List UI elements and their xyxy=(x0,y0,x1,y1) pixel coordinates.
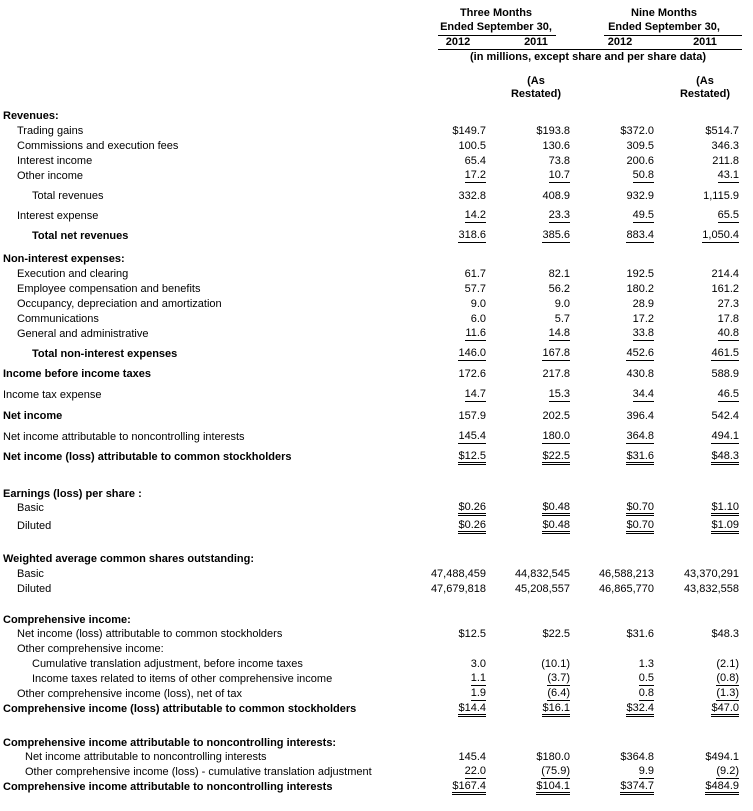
table-row-total xyxy=(0,189,753,203)
table-cell-value: 17.2 xyxy=(464,169,486,181)
row-label: Employee compensation and benefits xyxy=(17,283,201,295)
table-cell-value: 145.4 xyxy=(458,751,486,763)
section-noncontrolling-comprehensive xyxy=(0,736,753,750)
table-cell-value: 23.3 xyxy=(548,209,570,221)
table-cell-value: 157.9 xyxy=(458,410,486,422)
table-cell-value: 385.6 xyxy=(542,229,570,241)
row-label: Execution and clearing xyxy=(17,268,129,280)
table-cell-value: 73.8 xyxy=(548,155,570,167)
row-label: Other comprehensive income (loss), net of tax xyxy=(17,688,242,700)
table-cell-value: $0.70 xyxy=(626,519,654,534)
table-cell-value: 44,832,545 xyxy=(514,568,570,580)
table-row xyxy=(0,312,753,326)
table-row xyxy=(0,388,753,402)
table-cell-value: 211.8 xyxy=(712,155,739,167)
table-cell-value: (9.2) xyxy=(716,765,739,777)
table-cell-value: $0.70 xyxy=(626,501,654,516)
table-row xyxy=(0,750,753,764)
row-label: Other comprehensive income (loss) - cumulative translation adjustment xyxy=(25,766,372,778)
table-cell-value: 46,588,213 xyxy=(598,568,654,580)
table-cell-value: $48.3 xyxy=(711,450,739,465)
table-cell-value: 346.3 xyxy=(711,140,739,152)
table-cell-value: $16.1 xyxy=(542,702,570,717)
table-row xyxy=(0,154,753,168)
row-label: Total non-interest expenses xyxy=(32,348,178,360)
table-cell-value: 28.9 xyxy=(632,298,654,310)
table-cell-value: 43.1 xyxy=(717,169,739,181)
table-cell-value: 0.5 xyxy=(638,672,654,684)
table-cell-value: $0.26 xyxy=(458,501,486,516)
table-cell-value: 10.7 xyxy=(548,169,570,181)
table-cell-value: 14.8 xyxy=(548,327,570,339)
row-label: Interest expense xyxy=(17,210,99,222)
table-cell-value: 82.1 xyxy=(548,268,570,280)
table-row-total xyxy=(0,450,753,464)
table-row-total xyxy=(0,780,753,794)
header-as-2011-nine: (As xyxy=(696,75,714,87)
row-label: Comprehensive income attributable to noncontrolling interests: xyxy=(3,737,337,749)
row-label: Income tax expense xyxy=(3,389,102,401)
row-label: Weighted average common shares outstanding: xyxy=(3,553,255,565)
table-cell-value: $494.1 xyxy=(705,751,739,763)
table-row-total xyxy=(0,229,753,243)
table-cell-value: 1.9 xyxy=(470,687,486,699)
table-cell-value: 33.8 xyxy=(632,327,654,339)
table-cell-value: 46.5 xyxy=(717,388,739,400)
table-cell-value: 47,488,459 xyxy=(430,568,486,580)
section-comprehensive-income xyxy=(0,613,753,627)
row-label: Diluted xyxy=(17,583,52,595)
header-year-2012-nine: 2012 xyxy=(607,36,633,48)
row-label: Other comprehensive income: xyxy=(17,643,164,655)
table-cell-value: 180.2 xyxy=(626,283,654,295)
table-row xyxy=(0,209,753,223)
table-row xyxy=(0,627,753,641)
header-year-2011-three: 2011 xyxy=(524,36,548,48)
row-label: Communications xyxy=(17,313,99,325)
table-cell-value: 5.7 xyxy=(554,313,570,325)
table-cell-value: 200.6 xyxy=(626,155,654,167)
table-cell-value: (0.8) xyxy=(716,672,739,684)
table-cell-value: 542.4 xyxy=(711,410,739,422)
table-cell-value: 430.8 xyxy=(626,368,654,380)
table-cell-value: 217.8 xyxy=(542,368,570,380)
table-cell-value: $374.7 xyxy=(620,780,654,795)
table-cell-value: 130.6 xyxy=(542,140,570,152)
row-label: Basic xyxy=(17,568,44,580)
header-nine-months: Nine Months xyxy=(631,7,697,19)
table-cell-value: 9.9 xyxy=(638,765,654,777)
row-label: Total net revenues xyxy=(32,230,129,242)
row-label: General and administrative xyxy=(17,328,149,340)
row-label: Income taxes related to items of other comprehensive income xyxy=(32,673,333,685)
table-cell-value: 309.5 xyxy=(626,140,654,152)
table-row xyxy=(0,687,753,701)
header-as-2011-three: (As xyxy=(527,75,545,87)
table-cell-value: 1,050.4 xyxy=(702,229,739,241)
table-cell-value: 47,679,818 xyxy=(430,583,486,595)
section-non-interest-expenses xyxy=(0,252,753,266)
table-cell-value: 34.4 xyxy=(632,388,654,400)
table-cell-value: 9.0 xyxy=(470,298,486,310)
row-label: Comprehensive income attributable to noncontrolling interests xyxy=(3,781,333,793)
row-label: Income before income taxes xyxy=(3,368,151,380)
table-row-total xyxy=(0,702,753,716)
table-cell-value: 22.0 xyxy=(464,765,486,777)
table-row xyxy=(0,642,753,656)
table-cell-value: 167.8 xyxy=(542,347,570,359)
header-nine-months-ended: Ended September 30, xyxy=(608,21,720,33)
table-cell-value: $104.1 xyxy=(536,780,570,795)
table-cell-value: 14.7 xyxy=(464,388,486,400)
table-cell-value: $1.09 xyxy=(711,519,739,534)
table-cell-value: 45,208,557 xyxy=(514,583,570,595)
table-cell-value: 0.8 xyxy=(638,687,654,699)
table-row xyxy=(0,267,753,281)
table-cell-value: $484.9 xyxy=(705,780,739,795)
table-cell-value: $1.10 xyxy=(711,501,739,516)
row-label: Other income xyxy=(17,170,84,182)
table-cell-value: 100.5 xyxy=(458,140,486,152)
table-cell-value: $372.0 xyxy=(620,125,654,137)
table-cell-value: $48.3 xyxy=(711,628,739,640)
table-cell-value: 65.4 xyxy=(464,155,486,167)
table-cell-value: 15.3 xyxy=(548,388,570,400)
table-cell-value: 46,865,770 xyxy=(598,583,654,595)
table-cell-value: $167.4 xyxy=(452,780,486,795)
table-cell-value: 172.6 xyxy=(458,368,486,380)
table-cell-value: 146.0 xyxy=(458,347,486,359)
table-row xyxy=(0,519,753,533)
table-cell-value: 3.0 xyxy=(470,658,486,670)
table-cell-value: 461.5 xyxy=(711,347,739,359)
table-cell-value: 1,115.9 xyxy=(703,190,739,202)
table-cell-value: 11.6 xyxy=(465,327,486,339)
table-cell-value: 17.2 xyxy=(632,313,654,325)
table-cell-value: 57.7 xyxy=(464,283,486,295)
row-label: Commissions and execution fees xyxy=(17,140,179,152)
table-cell-value: 49.5 xyxy=(632,209,654,221)
row-label: Occupancy, depreciation and amortization xyxy=(17,298,222,310)
table-row xyxy=(0,672,753,686)
table-cell-value: 61.7 xyxy=(464,268,486,280)
table-cell-value: $0.26 xyxy=(458,519,486,534)
table-cell-value: 318.6 xyxy=(458,229,486,241)
row-label: Earnings (loss) per share : xyxy=(3,488,142,500)
row-label: Revenues: xyxy=(3,110,59,122)
table-cell-value: 65.5 xyxy=(717,209,739,221)
table-cell-value: 40.8 xyxy=(717,327,739,339)
table-cell-value: 145.4 xyxy=(458,430,486,442)
table-cell-value: 192.5 xyxy=(626,268,654,280)
table-cell-value: 9.0 xyxy=(554,298,570,310)
table-cell-value: $14.4 xyxy=(458,702,486,717)
table-cell-value: $149.7 xyxy=(452,125,486,137)
table-row xyxy=(0,501,753,515)
table-cell-value: 27.3 xyxy=(717,298,739,310)
table-cell-value: 43,370,291 xyxy=(683,568,739,580)
section-weighted-shares xyxy=(0,552,753,566)
table-cell-value: 180.0 xyxy=(542,430,570,442)
table-cell-value: 202.5 xyxy=(542,410,570,422)
table-row xyxy=(0,567,753,581)
table-cell-value: (1.3) xyxy=(716,687,739,699)
table-cell-value: 364.8 xyxy=(626,430,654,442)
header-year-2012-three: 2012 xyxy=(445,36,471,48)
table-cell-value: 161.2 xyxy=(711,283,739,295)
table-cell-value: 17.8 xyxy=(717,313,739,325)
table-cell-value: (10.1) xyxy=(541,658,570,670)
table-cell-value: $193.8 xyxy=(536,125,570,137)
header-three-months: Three Months xyxy=(459,7,533,19)
table-row xyxy=(0,327,753,341)
table-row-total xyxy=(0,367,753,381)
table-cell-value: 43,832,558 xyxy=(683,583,739,595)
table-cell-value: 883.4 xyxy=(626,229,654,241)
table-cell-value: 932.9 xyxy=(626,190,654,202)
row-label: Net income attributable to noncontrolling interests xyxy=(25,751,267,763)
table-cell-value: (2.1) xyxy=(716,658,739,670)
table-cell-value: 408.9 xyxy=(542,190,570,202)
header-three-months-ended: Ended September 30, xyxy=(440,21,552,33)
header-year-2011-nine: 2011 xyxy=(693,36,717,48)
table-cell-value: $12.5 xyxy=(458,450,486,465)
header-restated-2011-nine: Restated) xyxy=(679,88,731,100)
row-label: Non-interest expenses: xyxy=(3,253,125,265)
table-cell-value: 56.2 xyxy=(548,283,570,295)
row-label: Diluted xyxy=(17,520,52,532)
table-row xyxy=(0,582,753,596)
row-label: Interest income xyxy=(17,155,93,167)
table-row xyxy=(0,124,753,138)
table-cell-value: 14.2 xyxy=(464,209,486,221)
table-cell-value: 1.3 xyxy=(638,658,654,670)
row-label: Net income attributable to noncontrolling interests xyxy=(3,431,245,443)
table-cell-value: $514.7 xyxy=(705,125,739,137)
table-cell-value: $0.48 xyxy=(542,501,570,516)
table-row xyxy=(0,169,753,183)
table-cell-value: 214.4 xyxy=(711,268,739,280)
table-row xyxy=(0,282,753,296)
table-cell-value: $22.5 xyxy=(542,628,570,640)
row-label: Net income (loss) attributable to common stockholders xyxy=(3,451,292,463)
table-row xyxy=(0,657,753,671)
table-cell-value: (75.9) xyxy=(541,765,570,777)
table-cell-value: $22.5 xyxy=(542,450,570,465)
table-cell-value: $0.48 xyxy=(542,519,570,534)
table-cell-value: $12.5 xyxy=(458,628,486,640)
header-units: (in millions, except share and per share data) xyxy=(470,51,706,63)
header-restated-2011-three: Restated) xyxy=(510,88,562,100)
table-cell-value: 6.0 xyxy=(470,313,486,325)
table-cell-value: 396.4 xyxy=(626,410,654,422)
row-label: Comprehensive income (loss) attributable to common stockholders xyxy=(3,703,357,715)
table-cell-value: $31.6 xyxy=(626,450,654,465)
section-eps xyxy=(0,487,753,501)
row-label: Trading gains xyxy=(17,125,84,137)
table-cell-value: $32.4 xyxy=(626,702,654,717)
table-cell-value: (3.7) xyxy=(547,672,570,684)
table-row xyxy=(0,430,753,444)
table-cell-value: $47.0 xyxy=(711,702,739,717)
table-cell-value: $180.0 xyxy=(536,751,570,763)
table-row xyxy=(0,765,753,779)
row-label: Comprehensive income: xyxy=(3,614,131,626)
section-revenues xyxy=(0,109,753,123)
table-row-total xyxy=(0,347,753,361)
table-row-total xyxy=(0,409,753,423)
table-cell-value: 332.8 xyxy=(458,190,486,202)
table-row xyxy=(0,297,753,311)
row-label: Net income xyxy=(3,410,63,422)
table-cell-value: 1.1 xyxy=(470,672,486,684)
table-cell-value: (6.4) xyxy=(547,687,570,699)
table-row xyxy=(0,139,753,153)
table-cell-value: 452.6 xyxy=(626,347,654,359)
row-label: Cumulative translation adjustment, before income taxes xyxy=(32,658,303,670)
row-label: Net income (loss) attributable to common stockholders xyxy=(17,628,283,640)
table-cell-value: 588.9 xyxy=(711,368,739,380)
row-label: Total revenues xyxy=(32,190,104,202)
table-cell-value: 50.8 xyxy=(632,169,654,181)
row-label: Basic xyxy=(17,502,44,514)
table-cell-value: $31.6 xyxy=(626,628,654,640)
table-cell-value: 494.1 xyxy=(711,430,739,442)
table-cell-value: $364.8 xyxy=(620,751,654,763)
